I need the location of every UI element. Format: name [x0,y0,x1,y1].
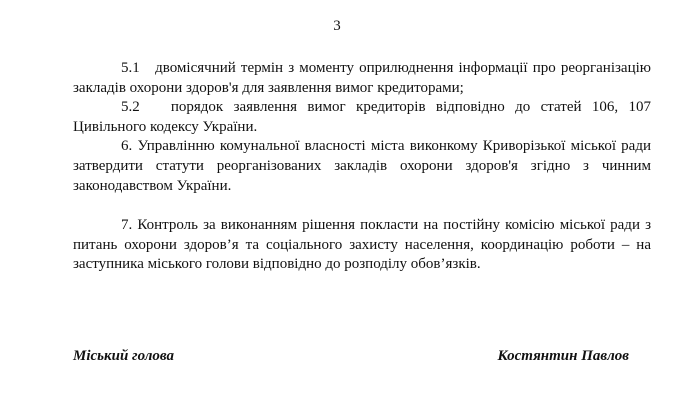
paragraph-5-2: 5.2 порядок заявлення вимог кредиторів відповідно до статей 106, 107 Цивільного кодексу України. [73,99,655,135]
signature-name: Костянтин Павлов [497,348,629,364]
document-body [73,59,659,275]
paragraph-5-1: 5.1 двомісячний термін з моменту оприлюднення інформації про реорганізацію закладів охорони здоров'я для заявлення вимог кредиторами; [73,60,659,96]
paragraph-7: 7. Контроль за виконанням рішення покласти на постійну комісію міської ради з питань охорони здоров’я та соціального захисту населення, координацію роботи – на заступника міського голови відповідно до розподілу обов’язків. [73,217,659,273]
signature-block [73,348,629,365]
page-number: 3 [333,18,341,34]
signature-position: Міський голова [73,348,175,364]
paragraph-gap [73,196,651,216]
paragraph-6: 6. Управлінню комунальної власності міста виконкому Криворізької міської ради затвердити статути реорганізованих закладів охорони здоров'я згідно з чинним законодавством України. [73,138,659,194]
